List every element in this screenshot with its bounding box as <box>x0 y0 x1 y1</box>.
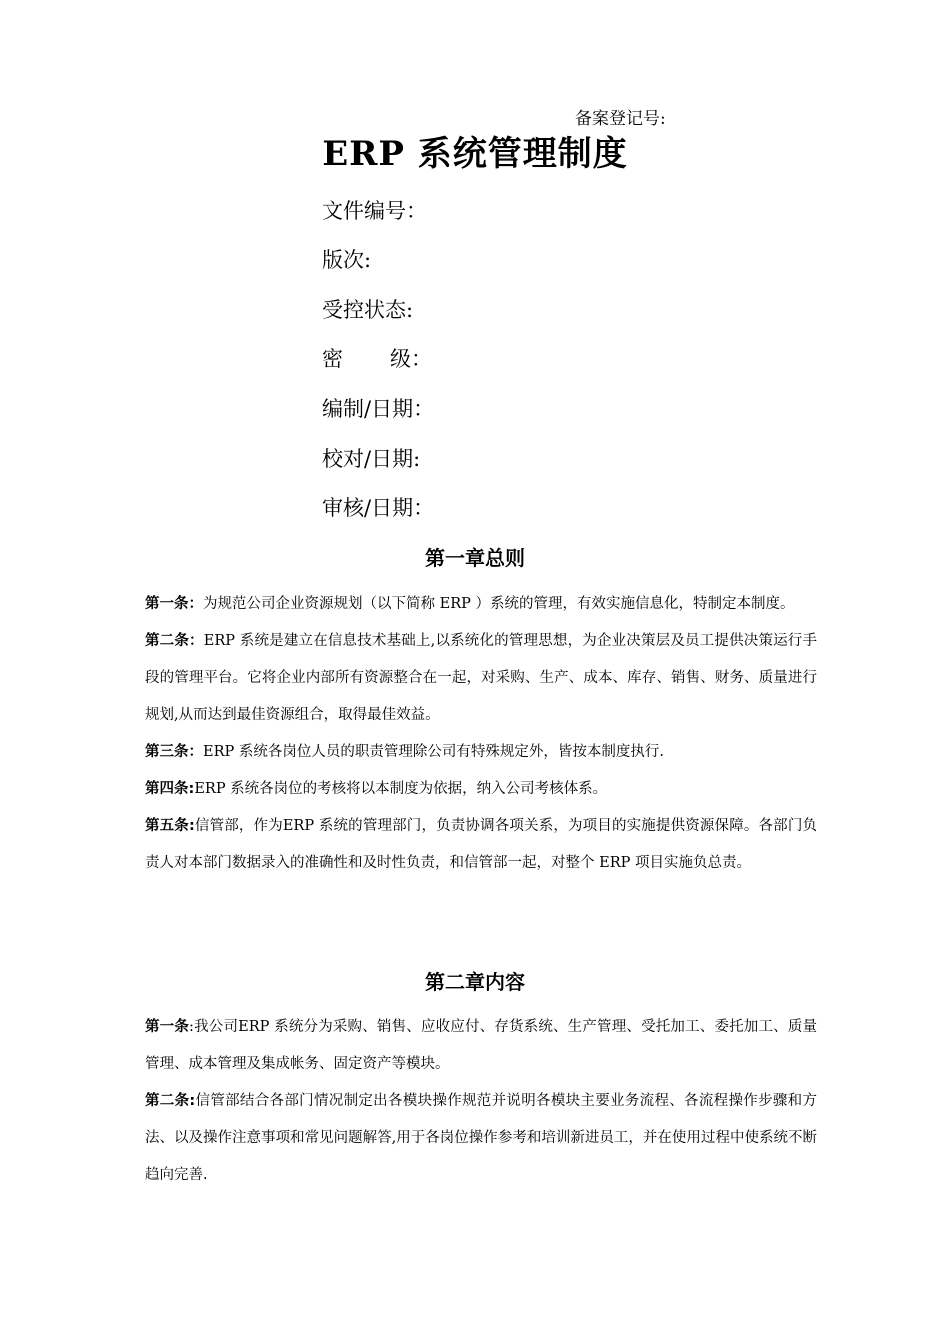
registration-label: 备案登记号: <box>575 109 666 129</box>
article-text: 信管部，作为ERP 系统的管理部门，负责协调各项关系，为项目的实施提供资源保障。各部门负责人对本部门数据录入的准确性和及时性负责，和信管部一起，对整个 ERP 项目实施负总责。 <box>145 818 817 871</box>
checked-date-label: 校对/日期: <box>322 447 421 471</box>
article-label: 第二条： <box>145 633 204 649</box>
article <box>145 771 817 808</box>
secret-level-label-a: 密 <box>322 347 343 371</box>
article-text: ERP 系统各岗位人员的职责管理除公司有特殊规定外，皆按本制度执行. <box>203 744 664 760</box>
secret-level-label-b: 级： <box>390 347 432 371</box>
article-label: 第四条: <box>145 781 195 797</box>
article <box>145 1083 817 1194</box>
approved-date-label: 审核/日期： <box>322 496 435 520</box>
article-text: ERP 系统是建立在信息技术基础上,以系统化的管理思想，为企业决策层及员工提供决策运行手段的管理平台。它将企业内部所有资源整合在一起，对采购、生产、成本、库存、销售、财务、质量进行规划,从而达到最佳资源组合，取得最佳效益。 <box>145 633 817 723</box>
article <box>145 734 817 771</box>
article <box>145 1009 817 1083</box>
chapter-2-heading: 第二章内容 <box>425 970 525 994</box>
article-label: 第一条 <box>145 1019 190 1035</box>
document-title: ERP 系统管理制度 <box>322 134 628 174</box>
article-label: 第二条: <box>145 1093 196 1109</box>
article-label: 第一条： <box>145 596 203 612</box>
secret-level-label <box>322 343 432 373</box>
chapter-1-body <box>145 586 817 882</box>
chapter-2-body <box>145 1009 817 1194</box>
chapter-1-heading: 第一章总则 <box>425 546 525 570</box>
article-text: :我公司ERP 系统分为采购、销售、应收应付、存货系统、生产管理、受托加工、委托加工、质量管理、成本管理及集成帐务、固定资产等模块。 <box>145 1019 818 1072</box>
control-status-label: 受控状态: <box>322 298 414 322</box>
article-label: 第三条： <box>145 744 203 760</box>
version-label: 版次: <box>322 248 372 272</box>
article-text: ERP 系统各岗位的考核将以本制度为依据，纳入公司考核体系。 <box>194 781 608 797</box>
article <box>145 808 817 882</box>
doc-number-label: 文件编号： <box>322 199 427 223</box>
article-text: 为规范公司企业资源规划（以下简称 ERP ）系统的管理，有效实施信息化，特制定本制度。 <box>203 596 795 612</box>
article <box>145 623 817 734</box>
prepared-date-label: 编制/日期： <box>322 397 435 421</box>
article-label: 第五条: <box>145 818 195 834</box>
article <box>145 586 817 623</box>
article-text: 信管部结合各部门情况制定出各模块操作规范并说明各模块主要业务流程、各流程操作步骤和方法、以及操作注意事项和常见问题解答,用于各岗位操作参考和培训新进员工，并在使用过程中使系统不断趋向完善. <box>145 1093 817 1183</box>
